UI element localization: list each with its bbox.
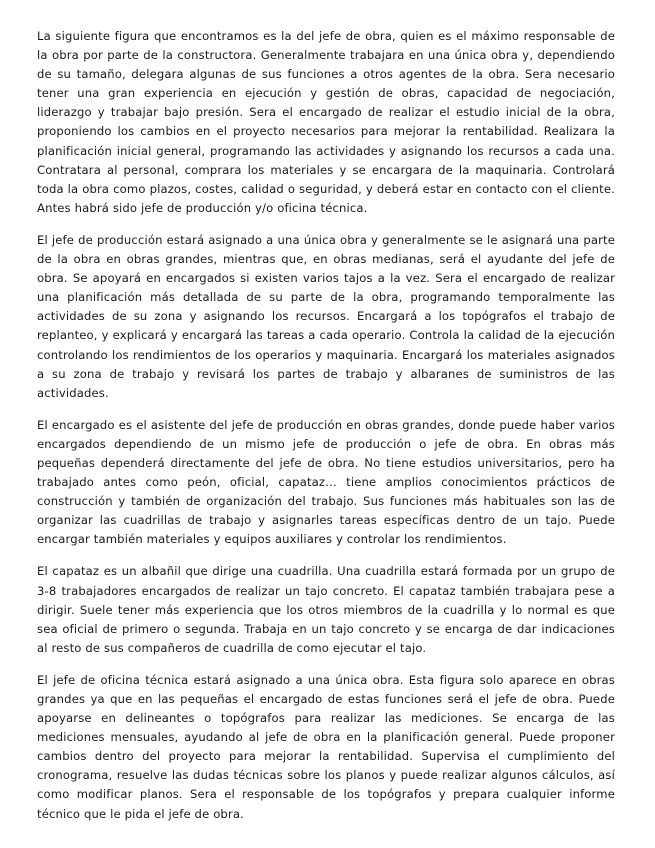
paragraph-jefe-de-obra: La siguiente figura que encontramos es la del jefe de obra, quien es el máximo responsable de la obra por parte de la constructora. Generalmente trabajara en una única obra y, dependiendo de su tamaño, delegara algunas de sus funciones a otros agentes de la obra. Sera necesario tener una gran experiencia en ejecución y gestión de obras, capacidad de negociación, liderazgo y trabajar bajo presión. Sera el encargado de realizar el estudio inicial de la obra, proponiendo los cambios en el proyecto necesarios para mejorar la rentabilidad. Realizara la planificación inicial general, programando las actividades y asignando los recursos a cada una. Contratara al personal, comprara los materiales y se encargara de la maquinaria. Controlará toda la obra como plazos, costes, calidad o seguridad, y deberá estar en contacto con el cliente. Antes habrá sido jefe de producción y/o oficina técnica.: [37, 29, 615, 215]
paragraph-encargado: El encargado es el asistente del jefe de producción en obras grandes, donde puede haber varios encargados dependiendo de un mismo jefe de producción o jefe de obra. En obras más pequeñas dependerá directamente del jefe de obra. No tiene estudios universitarios, pero ha trabajado antes como peón, oficial, capataz… tiene amplios conocimientos prácticos de construcción y también de organización del trabajo. Sus funciones más habituales son las de organizar las cuadrillas de trabajo y asignarles tareas específicas dentro de un tajo. Puede encargar también materiales y equipos auxiliares y controlar los rendimientos.: [37, 417, 615, 547]
paragraph-jefe-de-produccion: El jefe de producción estará asignado a una única obra y generalmente se le asignará una parte de la obra en obras grandes, mientras que, en obras medianas, será el ayudante del jefe de obra. Se apoyará en encargados si existen varios tajos a la vez. Sera el encargado de realizar una planificación más detallada de su parte de la obra, programando temporalmente las actividades de su zona y asignando los recursos. Encargará a los topógrafos el trabajo de replanteo, y explicará y encargará las tareas a cada operario. Controla la calidad de la ejecución controlando los rendimientos de los operarios y maquinaria. Encargará los materiales asignados a su zona de trabajo y revisará los partes de trabajo y albaranes de suministros de las actividades.: [37, 232, 615, 400]
paragraph-jefe-oficina-tecnica: El jefe de oficina técnica estará asignado a una única obra. Esta figura solo aparece en obras grandes ya que en las pequeñas el encargado de estas funciones será el jefe de obra. Puede apoyarse en delineantes o topógrafos para realizar las mediciones. Se encarga de las mediciones mensuales, ayudando al jefe de obra en la planificación general. Puede proponer cambios dentro del proyecto para mejorar la rentabilidad. Supervisa el cumplimiento del cronograma, resuelve las dudas técnicas sobre los planos y puede realizar algunos cálculos, así como modificar planos. Sera el responsable de los topógrafos y prepara cualquier informe técnico que le pida el jefe de obra.: [37, 672, 615, 821]
paragraph-capataz: El capataz es un albañil que dirige una cuadrilla. Una cuadrilla estará formada por un grupo de 3-8 trabajadores encargados de realizar un tajo concreto. El capataz también trabajara pese a dirigir. Suele tener más experiencia que los otros miembros de la cuadrilla y lo normal es que sea oficial de primero o segunda. Trabaja en un tajo concreto y se encarga de dar indicaciones al resto de sus compañeros de cuadrilla de como ejecutar el tajo.: [37, 564, 615, 655]
document-body: [37, 27, 615, 837]
